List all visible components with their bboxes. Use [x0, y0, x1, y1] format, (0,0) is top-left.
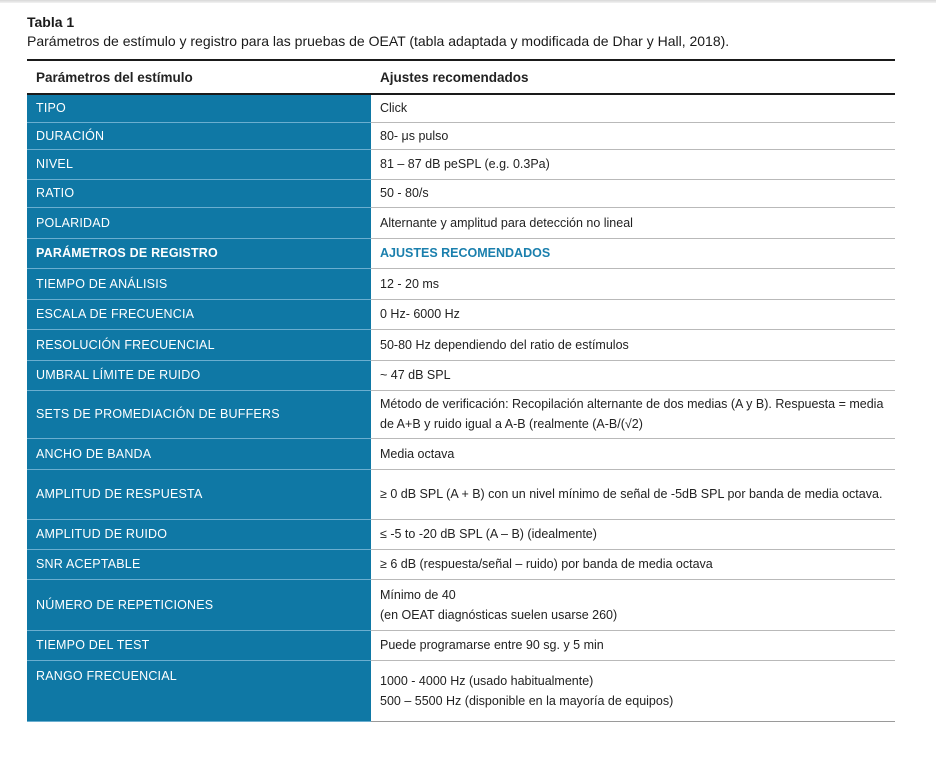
value-line: 500 – 5500 Hz (disponible en la mayoría de equipos) — [380, 693, 674, 708]
table-caption-text: Parámetros de estímulo y registro para las pruebas de OEAT (tabla adaptada y modificada de Dhar y Hall, 2018). — [27, 33, 730, 49]
table-row — [27, 122, 895, 149]
table-row — [27, 299, 895, 329]
value-cell: ≤ -5 to -20 dB SPL (A – B) (idealmente) — [371, 519, 895, 549]
table-row — [27, 329, 895, 360]
param-cell: RESOLUCIÓN FRECUENCIAL — [27, 329, 371, 360]
param-cell: SNR ACEPTABLE — [27, 549, 371, 579]
param-cell: ANCHO DE BANDA — [27, 438, 371, 469]
param-cell: DURACIÓN — [27, 122, 371, 149]
value-cell: 12 - 20 ms — [371, 268, 895, 299]
value-line: 1000 - 4000 Hz (usado habitualmente) — [380, 673, 594, 688]
param-cell: TIPO — [27, 94, 371, 122]
param-cell: TIEMPO DE ANÁLISIS — [27, 268, 371, 299]
param-cell: SETS DE PROMEDIACIÓN DE BUFFERS — [27, 390, 371, 438]
value-cell: 80- μs pulso — [371, 122, 895, 149]
table-row — [27, 630, 895, 660]
param-cell: UMBRAL LÍMITE DE RUIDO — [27, 360, 371, 390]
table-subheader-row — [27, 238, 895, 268]
value-cell — [371, 579, 895, 630]
table-row — [27, 660, 895, 721]
value-cell: 0 Hz- 6000 Hz — [371, 299, 895, 329]
table-row — [27, 149, 895, 179]
parameters-table — [27, 59, 895, 722]
table-row — [27, 519, 895, 549]
param-cell: ESCALA DE FRECUENCIA — [27, 299, 371, 329]
registration-params-subheader: PARÁMETROS DE REGISTRO — [27, 238, 371, 268]
header-stimulus-parameters: Parámetros del estímulo — [27, 60, 371, 94]
value-cell: ≥ 0 dB SPL (A + B) con un nivel mínimo de señal de -5dB SPL por banda de media octava. — [371, 469, 895, 519]
param-cell: RANGO FRECUENCIAL — [27, 660, 371, 721]
table-row — [27, 94, 895, 122]
param-cell: NÚMERO DE REPETICIONES — [27, 579, 371, 630]
table-row — [27, 179, 895, 207]
value-cell: Media octava — [371, 438, 895, 469]
table-row — [27, 360, 895, 390]
table-row — [27, 207, 895, 238]
value-cell: 81 – 87 dB peSPL (e.g. 0.3Pa) — [371, 149, 895, 179]
table-row — [27, 268, 895, 299]
param-cell: AMPLITUD DE RESPUESTA — [27, 469, 371, 519]
param-cell: TIEMPO DEL TEST — [27, 630, 371, 660]
table-row — [27, 579, 895, 630]
table-caption-title: Tabla 1 — [27, 14, 75, 30]
value-cell — [371, 660, 895, 721]
page-top-border — [0, 0, 936, 3]
table-row — [27, 438, 895, 469]
value-cell: Click — [371, 94, 895, 122]
value-cell: Puede programarse entre 90 sg. y 5 min — [371, 630, 895, 660]
value-cell: Alternante y amplitud para detección no lineal — [371, 207, 895, 238]
param-cell: NIVEL — [27, 149, 371, 179]
table-row — [27, 390, 895, 438]
param-cell: POLARIDAD — [27, 207, 371, 238]
value-line: (en OEAT diagnósticas suelen usarse 260) — [380, 607, 618, 622]
recommended-settings-subheader: AJUSTES RECOMENDADOS — [371, 238, 895, 268]
value-line: Mínimo de 40 — [380, 587, 456, 602]
value-cell: 50 - 80/s — [371, 179, 895, 207]
table-row — [27, 549, 895, 579]
value-cell: ~ 47 dB SPL — [371, 360, 895, 390]
value-cell: ≥ 6 dB (respuesta/señal – ruido) por banda de media octava — [371, 549, 895, 579]
param-cell: RATIO — [27, 179, 371, 207]
param-cell: AMPLITUD DE RUIDO — [27, 519, 371, 549]
table-row — [27, 469, 895, 519]
table-header-row — [27, 60, 895, 94]
header-recommended-settings: Ajustes recomendados — [371, 60, 895, 94]
value-cell: Método de verificación: Recopilación alternante de dos medias (A y B). Respuesta = media de A+B y ruido igual a A-B (realmente (A-B/(√2) — [371, 390, 895, 438]
value-cell: 50-80 Hz dependiendo del ratio de estímulos — [371, 329, 895, 360]
